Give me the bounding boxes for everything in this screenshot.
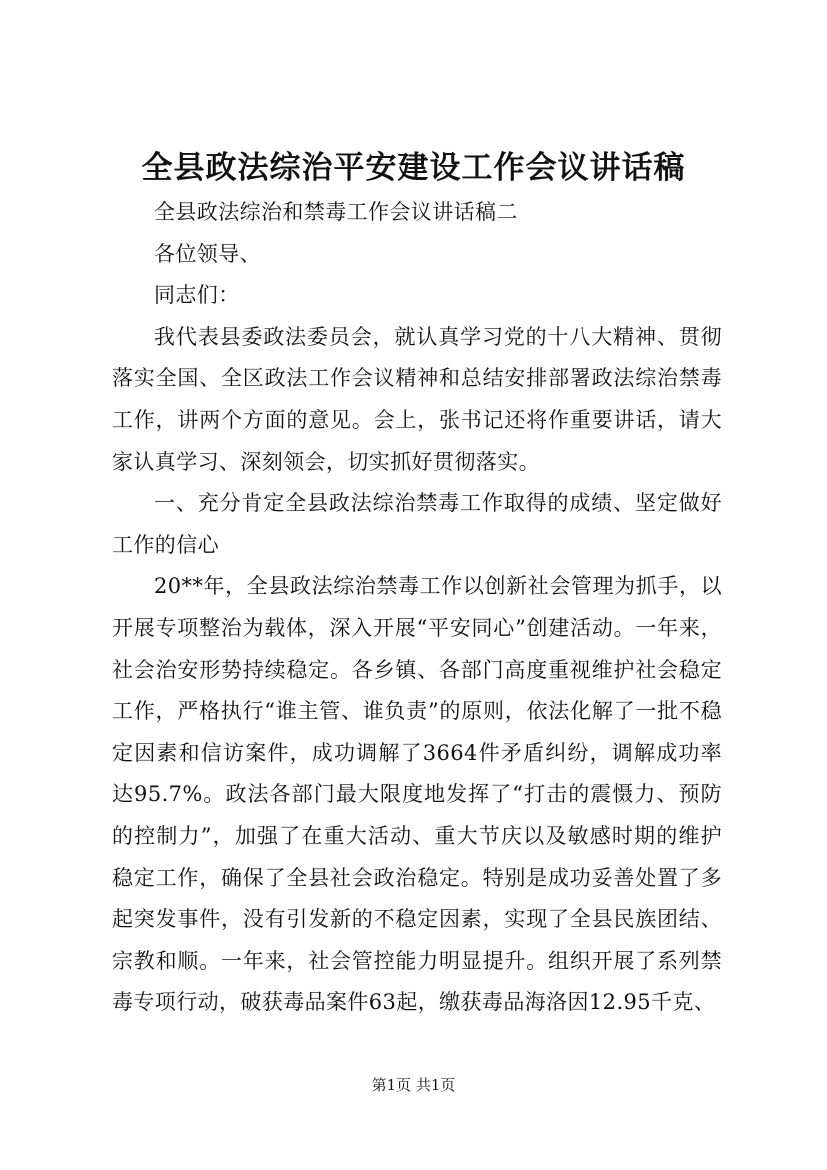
salutation-line-2: 同志们： — [154, 283, 240, 308]
body-paragraph: 我代表县委政法委员会，就认真学习党的十八大精神、贯彻落实全国、全区政法工作会议精神和总结安排部署政法综治禁毒工作，讲两个方面的意见。会上，张书记还将作重要讲话，请大家认真学习、深刻领会，切实抓好贯彻落实。 — [112, 324, 722, 474]
section-heading: 一、充分肯定全县政法综治禁毒工作取得的成绩、坚定做好工作的信心 — [112, 491, 722, 557]
body-paragraph: 20**年，全县政法综治禁毒工作以创新社会管理为抓手，以开展专项整治为载体，深入开展“平安同心”创建活动。一年来，社会治安形势持续稳定。各乡镇、各部门高度重视维护社会稳定工作，严格执行“谁主管、谁负责”的原则，依法化解了一批不稳定因素和信访案件，成功调解了3664件矛盾纠纷，调解成功率达95.7%。政法各部门最大限度地发挥了“打击的震慑力、预防的控制力”，加强了在重大活动、重大节庆以及敏感时期的维护稳定工作，确保了全县社会政治稳定。特别是成功妥善处置了多起突发事件，没有引发新的不稳定因素，实现了全县民族团结、宗教和顺。一年来，社会管控能力明显提升。组织开展了系列禁毒专项行动，破获毒品案件63起，缴获毒品海洛因12.95千克、 — [112, 574, 722, 1015]
subtitle-paragraph: 全县政法综治和禁毒工作会议讲话稿二 — [154, 200, 518, 224]
document-title: 全县政法综治平安建设工作会议讲话稿 — [141, 150, 686, 186]
page-footer: 第1页 共1页 — [371, 1076, 456, 1094]
document-body — [112, 192, 722, 1024]
salutation-line-1: 各位领导、 — [154, 241, 261, 266]
